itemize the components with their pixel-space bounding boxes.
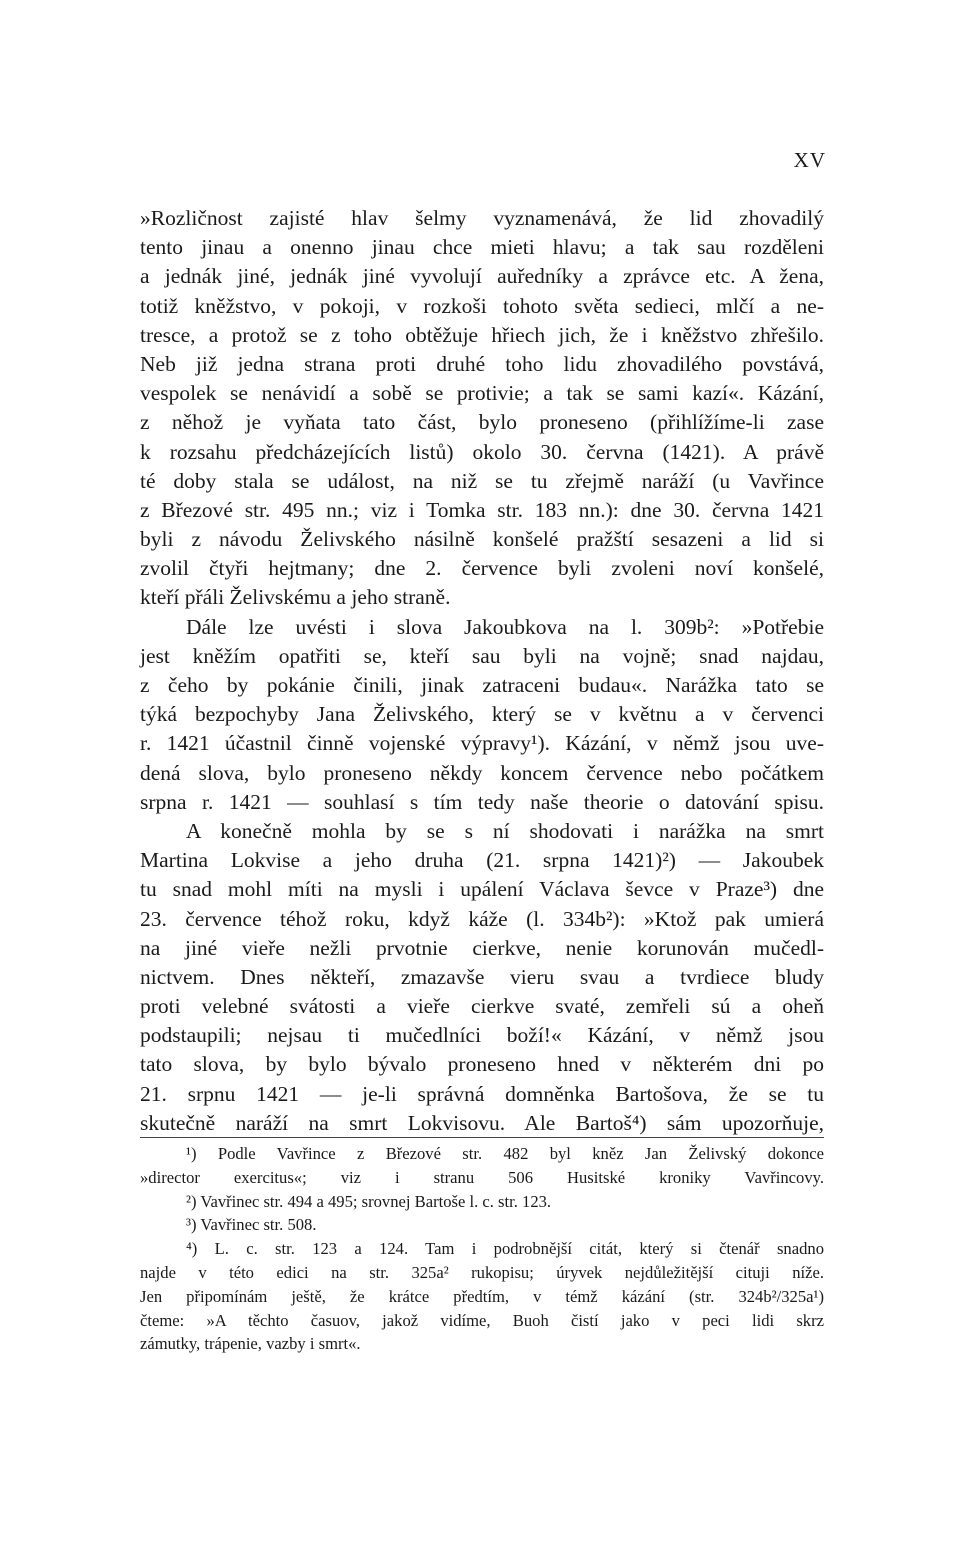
- text-line: A konečně mohla by se s ní shodovati i narážka na smrt: [186, 818, 824, 843]
- footnote-line: najde v této edici na str. 325a² rukopisu; úryvek nejdůležitější cituji níže.: [140, 1262, 824, 1282]
- footnote-line: Jen připomínám ještě, že krátce předtím, v témž kázání (str. 324b²/325a¹): [140, 1286, 824, 1306]
- text-line: zvolil čtyři hejtmany; dne 2. července byli zvoleni noví konšelé,: [140, 556, 824, 581]
- text-line: nictvem. Dnes někteří, zmazavše vieru svau a tvrdiece bludy: [140, 964, 824, 989]
- footnote-line: ¹) Podle Vavřince z Březové str. 482 byl kněz Jan Želivský dokonce: [186, 1144, 824, 1163]
- text-line: vespolek se nenávidí a sobě se protivie; a tak se sami kazí«. Kázání,: [140, 381, 824, 406]
- text-line: r. 1421 účastnil činně vojenské výpravy¹). Kázání, v němž jsou uve-: [140, 731, 824, 756]
- footnotes: [140, 1142, 824, 1356]
- text-line: na jiné vieře nežli prvotnie cierkve, nenie korunován mučedl-: [140, 935, 824, 960]
- text-line: a jednák jiné, jednák jiné vyvolují auředníky a zprávce etc. A žena,: [140, 264, 824, 289]
- text-line: tresce, a protož se z toho obtěžuje hřiech jich, že i kněžstvo zhřešilo.: [140, 322, 824, 347]
- text-line: srpna r. 1421 — souhlasí s tím tedy naše theorie o datování spisu.: [140, 789, 824, 814]
- text-line: Dále lze uvésti i slova Jakoubkova na l. 309b²: »Potřebie: [186, 614, 824, 639]
- text-line: »Rozličnost zajisté hlav šelmy vyznamenává, že lid zhovadilý: [140, 206, 824, 230]
- text-line: té doby stala se událost, na niž se tu zřejmě naráží (u Vavřince: [140, 468, 824, 493]
- text-line: skutečně naráží na smrt Lokvisovu. Ale Bartoš⁴) sám upozorňuje,: [140, 1110, 824, 1135]
- text-line: Martina Lokvise a jeho druha (21. srpna 1421)²) — Jakoubek: [140, 848, 824, 873]
- text-line: proti velebné svátosti a vieře cierkve svaté, zemřeli sú a oheň: [140, 994, 824, 1019]
- text-line: jest kněžím opatřiti se, kteří sau byli na vojně; snad najdau,: [140, 643, 824, 668]
- text-line: z něhož je vyňata tato část, bylo proneseno (přihlížíme-li zase: [140, 410, 824, 435]
- footnote-divider: [140, 1137, 824, 1138]
- text-line: tu snad mohl míti na mysli i upálení Václava ševce v Praze³) dne: [140, 877, 824, 902]
- text-line: 21. srpnu 1421 — je-li správná domněnka Bartošova, že se tu: [140, 1081, 824, 1106]
- text-line: byli z návodu Želivského násilně konšelé pražští sesazeni a lid si: [140, 527, 824, 552]
- footnote-line: ²) Vavřinec str. 494 a 495; srovnej Bartoše l. c. str. 123.: [186, 1191, 552, 1211]
- body-text: [140, 204, 824, 1138]
- text-line: z Březové str. 495 nn.; viz i Tomka str. 183 nn.): dne 30. června 1421: [140, 497, 824, 522]
- footnote-line: čteme: »A těchto časuov, jakož vidíme, Buoh čistí jako v peci lidi skrz: [140, 1310, 824, 1330]
- text-line: tento jinau a onenno jinau chce mieti hlavu; a tak sau rozděleni: [140, 235, 824, 260]
- text-line: Neb již jedna strana proti druhé toho lidu zhovadilého povstává,: [140, 351, 824, 376]
- text-line: z čeho by pokánie činili, jinak zatraceni budau«. Narážka tato se: [140, 673, 824, 697]
- footnote-line: ³) Vavřinec str. 508.: [186, 1215, 317, 1235]
- footnote-line: ⁴) L. c. str. 123 a 124. Tam i podrobnější citát, který si čtenář snadno: [186, 1239, 824, 1259]
- text-line: k rozsahu předcházejících listů) okolo 30. června (1421). A právě: [140, 439, 824, 464]
- text-line: 23. července téhož roku, když káže (l. 334b²): »Ktož pak umierá: [140, 906, 824, 931]
- text-line: tato slova, by bylo bývalo proneseno hned v některém dni po: [140, 1052, 824, 1077]
- page-number: XV: [793, 148, 826, 172]
- text-line: kteří přáli Želivskému a jeho straně.: [140, 585, 451, 610]
- text-line: dená slova, bylo proneseno někdy koncem července nebo počátkem: [140, 760, 824, 785]
- text-line: totiž kněžstvo, v pokoji, v rozkoši tohoto světa sedieci, mlčí a ne-: [140, 293, 824, 318]
- footnote-line: »director exercitus«; viz i stranu 506 Husitské kroniky Vavřincovy.: [140, 1167, 824, 1187]
- text-line: týká bezpochyby Jana Želivského, který se v květnu a v červenci: [140, 702, 824, 727]
- footnote-line: zámutky, trápenie, vazby i smrt«.: [140, 1334, 361, 1354]
- text-line: podstaupili; nejsau ti mučedlníci boží!« Kázání, v němž jsou: [140, 1023, 824, 1048]
